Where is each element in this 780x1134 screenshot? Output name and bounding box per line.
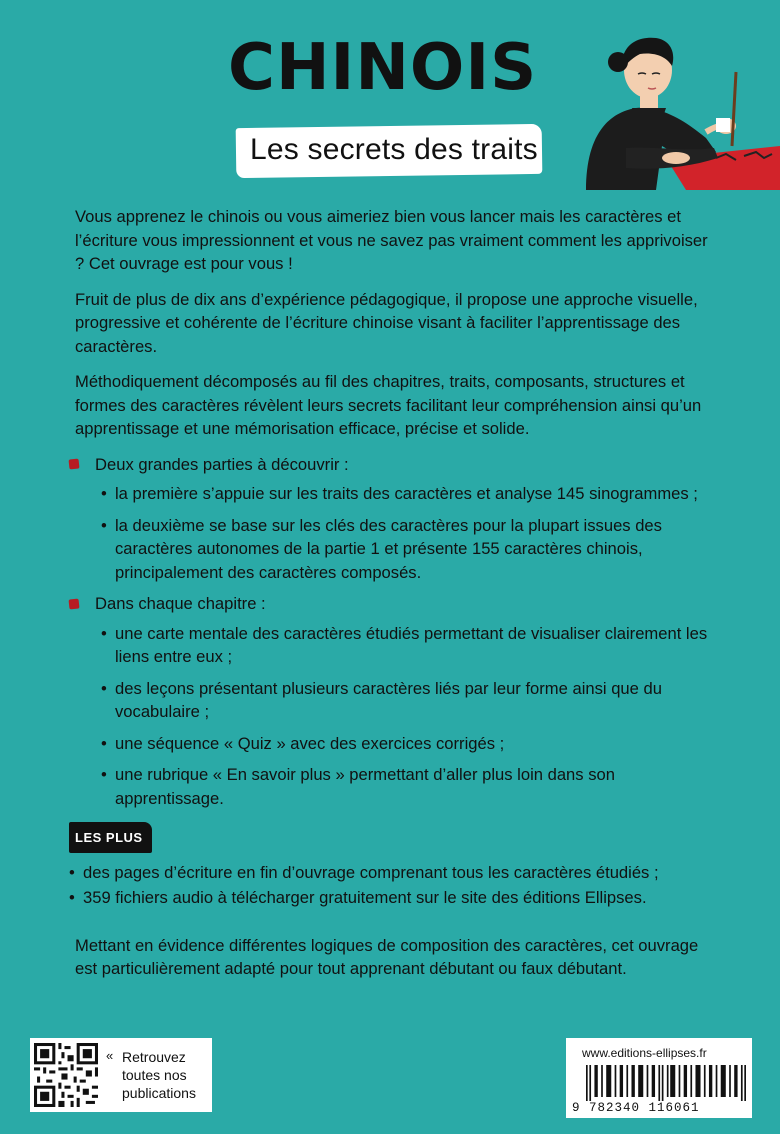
qr-caption-line: Retrouvez: [122, 1049, 186, 1065]
book-subtitle: Les secrets des traits: [250, 133, 538, 166]
section-2-heading: [69, 592, 715, 616]
list-item: • la première s’appuie sur les traits des caractères et analyse 145 sinogrammes ;: [101, 482, 715, 506]
chevron-left-icon: «: [106, 1048, 114, 1063]
section-2-list: [75, 622, 715, 811]
list-item: • une séquence « Quiz » avec des exercices corrigés ;: [101, 732, 715, 756]
list-item: • la deuxième se base sur les clés des caractères pour la plupart issues des caractères autonomes de la partie 1 et présente 155 caractères chinois, principalement des caractères composés.: [101, 514, 715, 585]
book-title: CHINOIS: [228, 31, 538, 105]
calligrapher-illustration: [566, 28, 780, 190]
section-2-title: Dans chaque chapitre :: [95, 594, 266, 613]
list-item: • des leçons présentant plusieurs caractères liés par leur forme ainsi que du vocabulaire ;: [101, 677, 715, 724]
barcode-panel: [566, 1038, 752, 1118]
barcode-icon: [586, 1065, 746, 1101]
list-item: • des pages d’écriture en fin d’ouvrage comprenant tous les caractères étudiés ;: [69, 861, 715, 885]
les-plus-list: [75, 861, 715, 910]
isbn-number: 9 782340 116061: [572, 1101, 700, 1115]
list-item: • une carte mentale des caractères étudiés permettant de visualiser clairement les liens entre eux ;: [101, 622, 715, 669]
red-bullet-icon: [69, 459, 80, 470]
section-1-heading: [69, 453, 715, 477]
qr-caption-line: toutes nos: [122, 1067, 187, 1083]
intro-paragraph-1: Vous apprenez le chinois ou vous aimeriez bien vous lancer mais les caractères et l’écriture vous impressionnent et vous ne savez pas vraiment comment les apprivoiser ? Cet ouvrage est pour vous !: [75, 207, 708, 273]
section-1-title: Deux grandes parties à découvrir :: [95, 454, 349, 474]
intro-paragraph-2: Fruit de plus de dix ans d’expérience pédagogique, il propose une approche visuelle, progressive et cohérente de l’écriture chinoise visant à faciliter l’apprentissage des caractères.: [75, 289, 698, 356]
list-item: • une rubrique « En savoir plus » permettant d’aller plus loin dans son apprentissage.: [101, 763, 715, 810]
qr-caption: [122, 1048, 208, 1102]
qr-code-icon[interactable]: [34, 1043, 98, 1107]
publisher-website[interactable]: www.editions-ellipses.fr: [582, 1046, 707, 1060]
intro-paragraph-3: Méthodiquement décomposés au fil des chapitres, traits, composants, structures et formes des caractères révèlent leurs secrets facilitant leur compréhension ainsi qu’un apprentissage et une mémorisation efficace, précise et solide.: [75, 372, 702, 438]
qr-caption-line: publications: [122, 1085, 196, 1101]
les-plus-badge: LES PLUS: [69, 822, 152, 853]
back-cover-text: [75, 205, 715, 993]
qr-code-panel: [30, 1038, 212, 1112]
section-1-list: [75, 482, 715, 584]
list-item: • 359 fichiers audio à télécharger gratuitement sur le site des éditions Ellipses.: [69, 886, 715, 910]
conclusion-paragraph: Mettant en évidence différentes logiques de composition des caractères, cet ouvrage est particulièrement adapté pour tout apprenant débutant ou faux débutant.: [75, 935, 699, 978]
red-bullet-icon: [69, 598, 80, 609]
